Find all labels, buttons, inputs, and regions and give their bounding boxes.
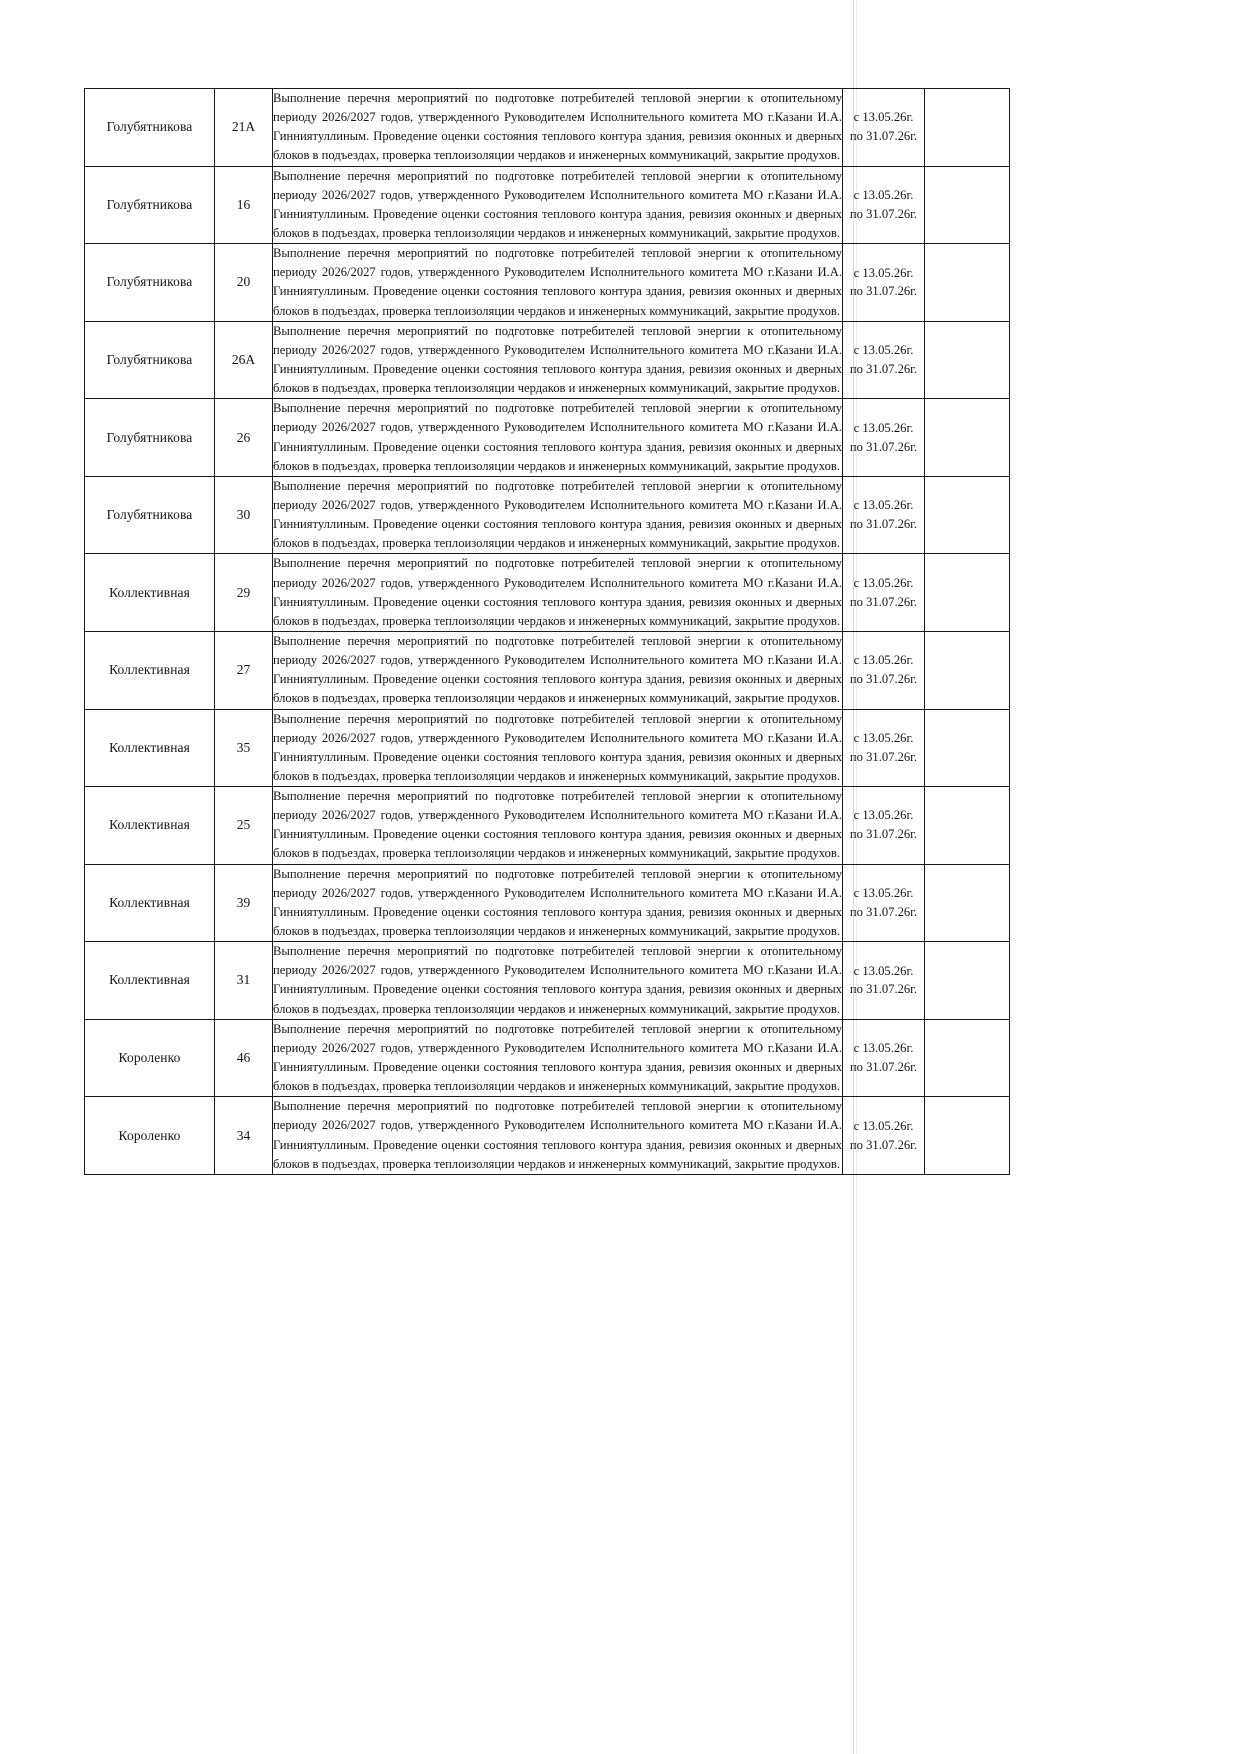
cell-work-description: Выполнение перечня мероприятий по подготовке потребителей тепловой энергии к отопительному периоду 2026/2027 годов, утвержденного Руководителем Исполнительного комитета МО г.Казани И.А. Гинниятуллиным. Проведение оценки состояния теплового контура здания, ревизия оконных и дверных блоков в подъездах, проверка теплоизоляции чердаков и инженерных коммуникаций, закрытие продухов. — [273, 787, 843, 865]
cell-house-number: 26 — [215, 399, 273, 477]
period-to: по 31.07.26г. — [849, 361, 918, 376]
cell-mark — [925, 1097, 1010, 1175]
period-to: по 31.07.26г. — [849, 439, 918, 454]
cell-street: Коллективная — [85, 554, 215, 632]
cell-street: Коллективная — [85, 787, 215, 865]
period-from: с 13.05.26г. — [853, 808, 914, 823]
cell-work-description: Выполнение перечня мероприятий по подготовке потребителей тепловой энергии к отопительному периоду 2026/2027 годов, утвержденного Руководителем Исполнительного комитета МО г.Казани И.А. Гинниятуллиным. Проведение оценки состояния теплового контура здания, ревизия оконных и дверных блоков в подъездах, проверка теплоизоляции чердаков и инженерных коммуникаций, закрытие продухов. — [273, 244, 843, 322]
table-row — [85, 787, 1010, 865]
cell-street: Голубятникова — [85, 166, 215, 244]
table-row — [85, 399, 1010, 477]
cell-street: Коллективная — [85, 709, 215, 787]
table-row — [85, 864, 1010, 942]
period-to: по 31.07.26г. — [849, 672, 918, 687]
period-from: с 13.05.26г. — [853, 653, 914, 668]
cell-street: Голубятникова — [85, 321, 215, 399]
cell-period — [843, 864, 925, 942]
table-row — [85, 1019, 1010, 1097]
cell-mark — [925, 709, 1010, 787]
cell-period — [843, 321, 925, 399]
cell-period — [843, 942, 925, 1020]
cell-work-description: Выполнение перечня мероприятий по подготовке потребителей тепловой энергии к отопительному периоду 2026/2027 годов, утвержденного Руководителем Исполнительного комитета МО г.Казани И.А. Гинниятуллиным. Проведение оценки состояния теплового контура здания, ревизия оконных и дверных блоков в подъездах, проверка теплоизоляции чердаков и инженерных коммуникаций, закрытие продухов. — [273, 89, 843, 167]
cell-mark — [925, 631, 1010, 709]
table-row — [85, 244, 1010, 322]
period-from: с 13.05.26г. — [853, 110, 914, 125]
cell-street: Голубятникова — [85, 476, 215, 554]
period-from: с 13.05.26г. — [853, 265, 914, 280]
cell-work-description: Выполнение перечня мероприятий по подготовке потребителей тепловой энергии к отопительному периоду 2026/2027 годов, утвержденного Руководителем Исполнительного комитета МО г.Казани И.А. Гинниятуллиным. Проведение оценки состояния теплового контура здания, ревизия оконных и дверных блоков в подъездах, проверка теплоизоляции чердаков и инженерных коммуникаций, закрытие продухов. — [273, 476, 843, 554]
cell-work-description: Выполнение перечня мероприятий по подготовке потребителей тепловой энергии к отопительному периоду 2026/2027 годов, утвержденного Руководителем Исполнительного комитета МО г.Казани И.А. Гинниятуллиным. Проведение оценки состояния теплового контура здания, ревизия оконных и дверных блоков в подъездах, проверка теплоизоляции чердаков и инженерных коммуникаций, закрытие продухов. — [273, 166, 843, 244]
cell-house-number: 21А — [215, 89, 273, 167]
cell-mark — [925, 787, 1010, 865]
period-to: по 31.07.26г. — [849, 284, 918, 299]
period-from: с 13.05.26г. — [853, 730, 914, 745]
cell-house-number: 29 — [215, 554, 273, 632]
cell-street: Голубятникова — [85, 399, 215, 477]
cell-work-description: Выполнение перечня мероприятий по подготовке потребителей тепловой энергии к отопительному периоду 2026/2027 годов, утвержденного Руководителем Исполнительного комитета МО г.Казани И.А. Гинниятуллиным. Проведение оценки состояния теплового контура здания, ревизия оконных и дверных блоков в подъездах, проверка теплоизоляции чердаков и инженерных коммуникаций, закрытие продухов. — [273, 942, 843, 1020]
cell-work-description: Выполнение перечня мероприятий по подготовке потребителей тепловой энергии к отопительному периоду 2026/2027 годов, утвержденного Руководителем Исполнительного комитета МО г.Казани И.А. Гинниятуллиным. Проведение оценки состояния теплового контура здания, ревизия оконных и дверных блоков в подъездах, проверка теплоизоляции чердаков и инженерных коммуникаций, закрытие продухов. — [273, 709, 843, 787]
cell-period — [843, 787, 925, 865]
table-row — [85, 321, 1010, 399]
period-to: по 31.07.26г. — [849, 594, 918, 609]
cell-mark — [925, 399, 1010, 477]
cell-period — [843, 1019, 925, 1097]
table-row — [85, 554, 1010, 632]
period-to: по 31.07.26г. — [849, 982, 918, 997]
table-row — [85, 631, 1010, 709]
cell-work-description: Выполнение перечня мероприятий по подготовке потребителей тепловой энергии к отопительному периоду 2026/2027 годов, утвержденного Руководителем Исполнительного комитета МО г.Казани И.А. Гинниятуллиным. Проведение оценки состояния теплового контура здания, ревизия оконных и дверных блоков в подъездах, проверка теплоизоляции чердаков и инженерных коммуникаций, закрытие продухов. — [273, 864, 843, 942]
cell-house-number: 30 — [215, 476, 273, 554]
table-row — [85, 1097, 1010, 1175]
works-schedule-table — [84, 88, 1010, 1175]
cell-work-description: Выполнение перечня мероприятий по подготовке потребителей тепловой энергии к отопительному периоду 2026/2027 годов, утвержденного Руководителем Исполнительного комитета МО г.Казани И.А. Гинниятуллиным. Проведение оценки состояния теплового контура здания, ревизия оконных и дверных блоков в подъездах, проверка теплоизоляции чердаков и инженерных коммуникаций, закрытие продухов. — [273, 1097, 843, 1175]
period-from: с 13.05.26г. — [853, 498, 914, 513]
cell-period — [843, 709, 925, 787]
table-row — [85, 709, 1010, 787]
cell-period — [843, 166, 925, 244]
cell-street: Голубятникова — [85, 89, 215, 167]
cell-street: Короленко — [85, 1097, 215, 1175]
period-to: по 31.07.26г. — [849, 827, 918, 842]
cell-house-number: 34 — [215, 1097, 273, 1175]
cell-house-number: 31 — [215, 942, 273, 1020]
cell-house-number: 16 — [215, 166, 273, 244]
cell-mark — [925, 244, 1010, 322]
period-to: по 31.07.26г. — [849, 1137, 918, 1152]
cell-work-description: Выполнение перечня мероприятий по подготовке потребителей тепловой энергии к отопительному периоду 2026/2027 годов, утвержденного Руководителем Исполнительного комитета МО г.Казани И.А. Гинниятуллиным. Проведение оценки состояния теплового контура здания, ревизия оконных и дверных блоков в подъездах, проверка теплоизоляции чердаков и инженерных коммуникаций, закрытие продухов. — [273, 321, 843, 399]
period-to: по 31.07.26г. — [849, 206, 918, 221]
cell-work-description: Выполнение перечня мероприятий по подготовке потребителей тепловой энергии к отопительному периоду 2026/2027 годов, утвержденного Руководителем Исполнительного комитета МО г.Казани И.А. Гинниятуллиным. Проведение оценки состояния теплового контура здания, ревизия оконных и дверных блоков в подъездах, проверка теплоизоляции чердаков и инженерных коммуникаций, закрытие продухов. — [273, 1019, 843, 1097]
cell-mark — [925, 554, 1010, 632]
period-to: по 31.07.26г. — [849, 1060, 918, 1075]
period-from: с 13.05.26г. — [853, 420, 914, 435]
period-from: с 13.05.26г. — [853, 187, 914, 202]
period-to: по 31.07.26г. — [849, 517, 918, 532]
cell-street: Коллективная — [85, 864, 215, 942]
period-from: с 13.05.26г. — [853, 1041, 914, 1056]
cell-work-description: Выполнение перечня мероприятий по подготовке потребителей тепловой энергии к отопительному периоду 2026/2027 годов, утвержденного Руководителем Исполнительного комитета МО г.Казани И.А. Гинниятуллиным. Проведение оценки состояния теплового контура здания, ревизия оконных и дверных блоков в подъездах, проверка теплоизоляции чердаков и инженерных коммуникаций, закрытие продухов. — [273, 554, 843, 632]
cell-mark — [925, 166, 1010, 244]
cell-mark — [925, 942, 1010, 1020]
cell-street: Коллективная — [85, 942, 215, 1020]
period-from: с 13.05.26г. — [853, 343, 914, 358]
cell-period — [843, 89, 925, 167]
table-row — [85, 166, 1010, 244]
table-row — [85, 476, 1010, 554]
cell-mark — [925, 864, 1010, 942]
cell-period — [843, 476, 925, 554]
cell-mark — [925, 1019, 1010, 1097]
period-to: по 31.07.26г. — [849, 749, 918, 764]
period-from: с 13.05.26г. — [853, 1118, 914, 1133]
cell-street: Голубятникова — [85, 244, 215, 322]
period-from: с 13.05.26г. — [853, 575, 914, 590]
cell-mark — [925, 476, 1010, 554]
cell-period — [843, 244, 925, 322]
cell-house-number: 20 — [215, 244, 273, 322]
cell-period — [843, 554, 925, 632]
cell-period — [843, 399, 925, 477]
cell-house-number: 46 — [215, 1019, 273, 1097]
cell-mark — [925, 321, 1010, 399]
period-from: с 13.05.26г. — [853, 886, 914, 901]
table-row — [85, 942, 1010, 1020]
cell-house-number: 27 — [215, 631, 273, 709]
cell-mark — [925, 89, 1010, 167]
cell-work-description: Выполнение перечня мероприятий по подготовке потребителей тепловой энергии к отопительному периоду 2026/2027 годов, утвержденного Руководителем Исполнительного комитета МО г.Казани И.А. Гинниятуллиным. Проведение оценки состояния теплового контура здания, ревизия оконных и дверных блоков в подъездах, проверка теплоизоляции чердаков и инженерных коммуникаций, закрытие продухов. — [273, 399, 843, 477]
cell-house-number: 35 — [215, 709, 273, 787]
cell-street: Коллективная — [85, 631, 215, 709]
cell-work-description: Выполнение перечня мероприятий по подготовке потребителей тепловой энергии к отопительному периоду 2026/2027 годов, утвержденного Руководителем Исполнительного комитета МО г.Казани И.А. Гинниятуллиным. Проведение оценки состояния теплового контура здания, ревизия оконных и дверных блоков в подъездах, проверка теплоизоляции чердаков и инженерных коммуникаций, закрытие продухов. — [273, 631, 843, 709]
cell-house-number: 25 — [215, 787, 273, 865]
period-to: по 31.07.26г. — [849, 904, 918, 919]
period-from: с 13.05.26г. — [853, 963, 914, 978]
period-to: по 31.07.26г. — [849, 129, 918, 144]
cell-house-number: 39 — [215, 864, 273, 942]
cell-period — [843, 1097, 925, 1175]
cell-period — [843, 631, 925, 709]
cell-street: Короленко — [85, 1019, 215, 1097]
cell-house-number: 26А — [215, 321, 273, 399]
table-row — [85, 89, 1010, 167]
